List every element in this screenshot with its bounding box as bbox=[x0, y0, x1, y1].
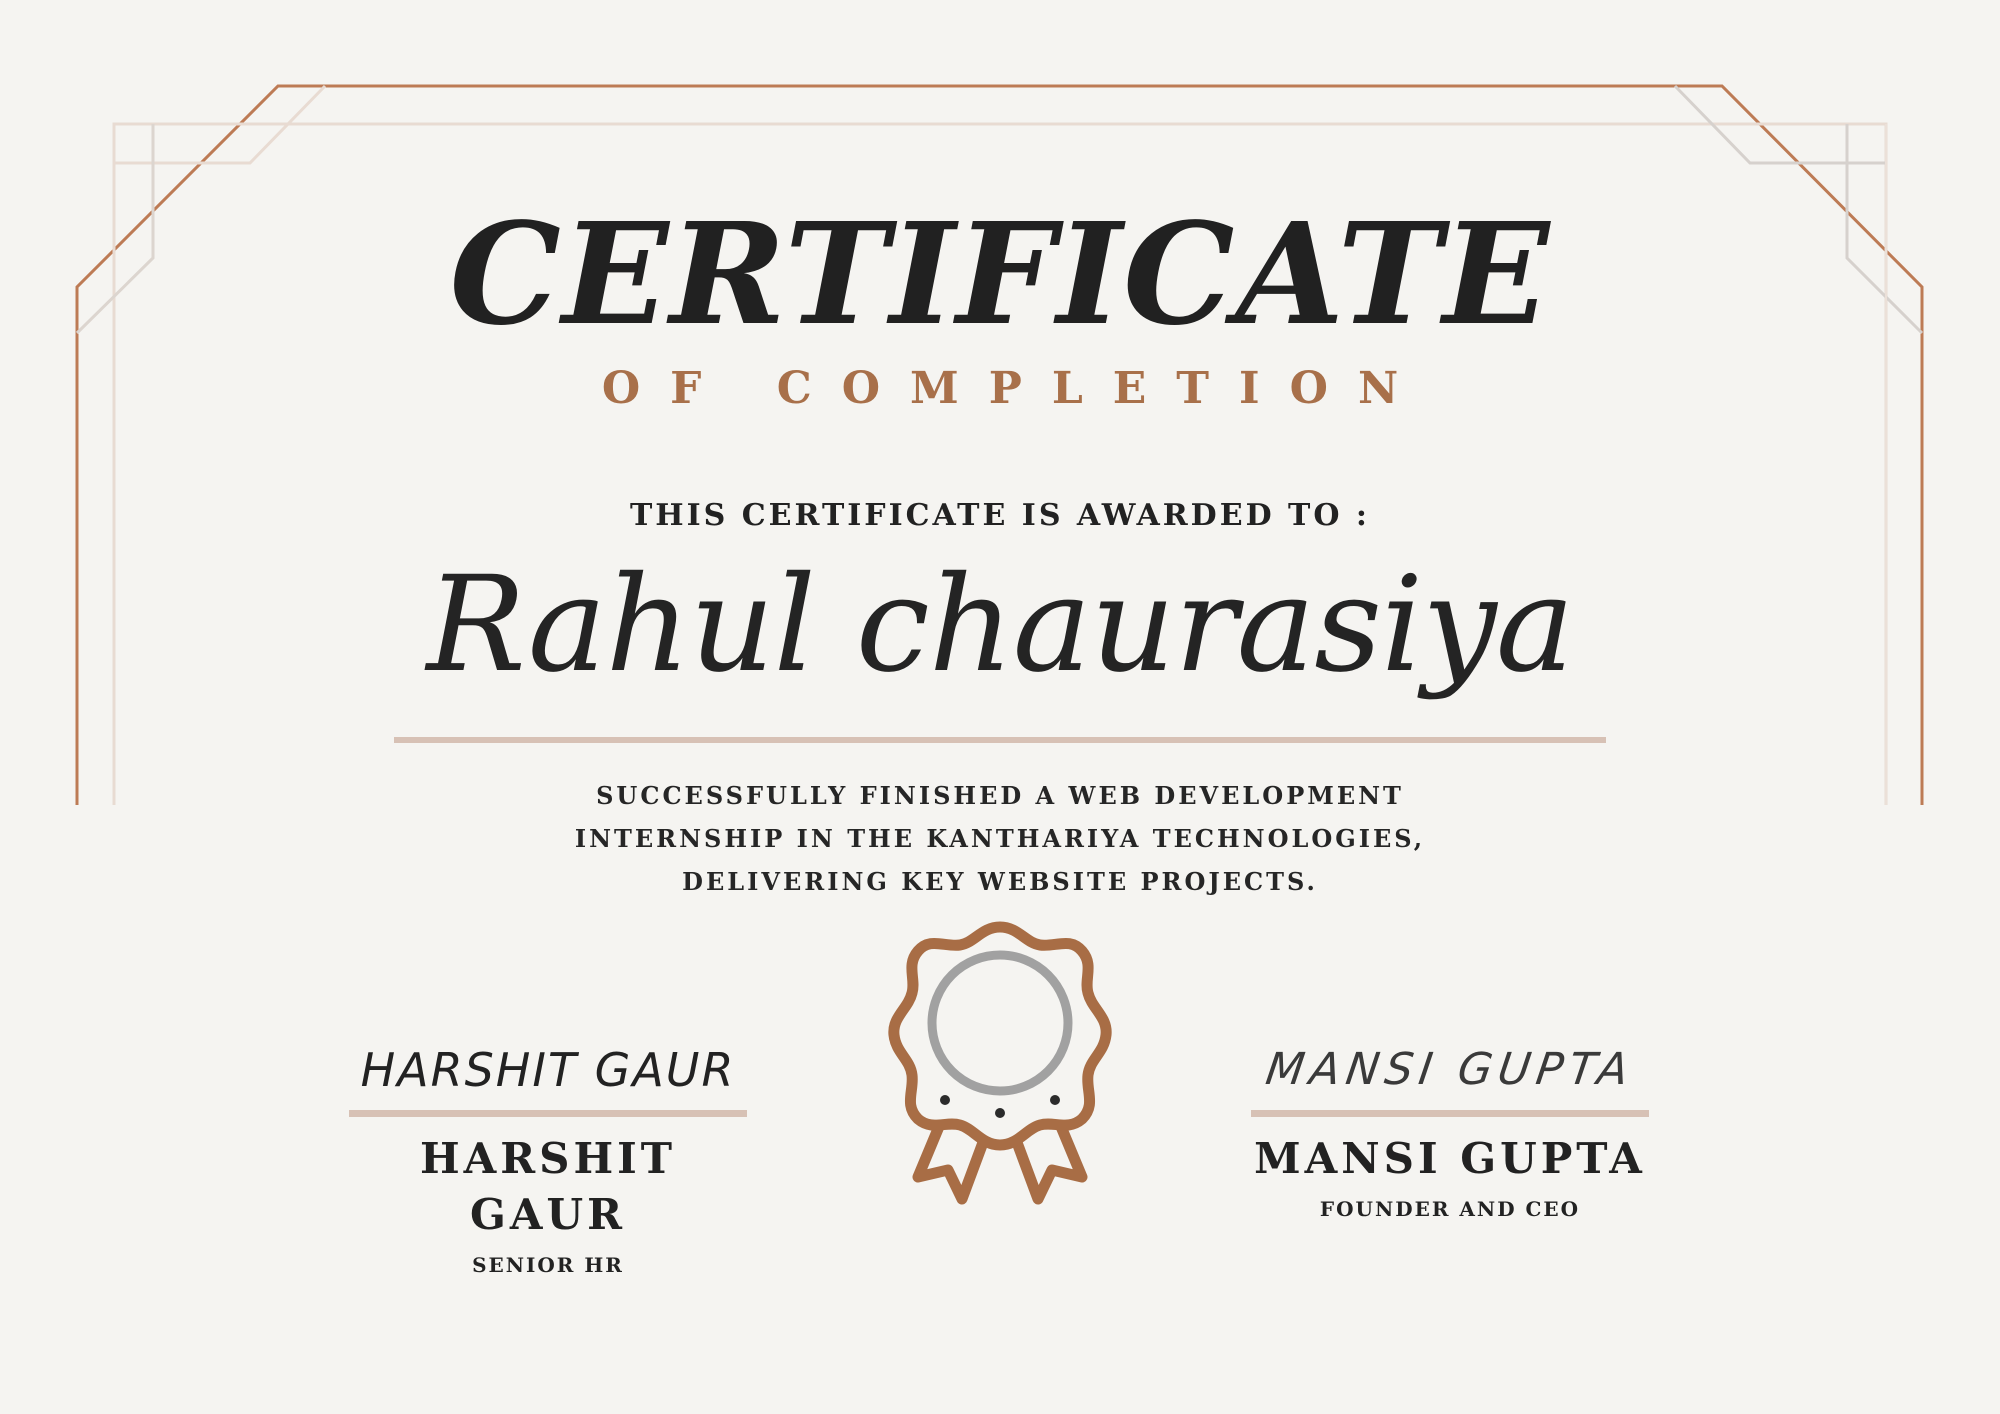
signatory-left bbox=[338, 1030, 758, 1279]
description-line: INTERNSHIP IN THE KANTHARIYA TECHNOLOGIES, bbox=[574, 824, 1426, 853]
certificate-subtitle: OF COMPLETION bbox=[601, 363, 1429, 414]
description-line: SUCCESSFULLY FINISHED A WEB DEVELOPMENT bbox=[596, 781, 1404, 810]
recipient-name: Rahul chaurasiya bbox=[426, 548, 1574, 702]
signature-handwritten: MANSI GUPTA bbox=[1262, 1044, 1638, 1095]
signatory-role: SENIOR HR bbox=[472, 1253, 624, 1277]
signatory-right bbox=[1240, 1030, 1660, 1223]
signature-handwritten: HARSHIT GAUR bbox=[360, 1043, 736, 1097]
signatory-name: HARSHIT GAUR bbox=[419, 1134, 677, 1239]
seal-knot-center bbox=[995, 1108, 1005, 1118]
seal-knot-left bbox=[940, 1095, 950, 1105]
signature-line bbox=[1251, 1110, 1649, 1117]
award-rosette-icon bbox=[880, 915, 1120, 1215]
seal-knot-right bbox=[1050, 1095, 1060, 1105]
recipient-underline bbox=[394, 737, 1606, 743]
certificate-title: CERTIFICATE bbox=[449, 193, 1551, 357]
signatory-name: MANSI GUPTA bbox=[1254, 1134, 1646, 1183]
certificate-description bbox=[400, 774, 1600, 903]
signatory-role: FOUNDER AND CEO bbox=[1319, 1197, 1581, 1221]
awarded-label: THIS CERTIFICATE IS AWARDED TO : bbox=[629, 498, 1371, 533]
signature-line bbox=[349, 1110, 747, 1117]
description-line: DELIVERING KEY WEBSITE PROJECTS. bbox=[682, 867, 1318, 896]
